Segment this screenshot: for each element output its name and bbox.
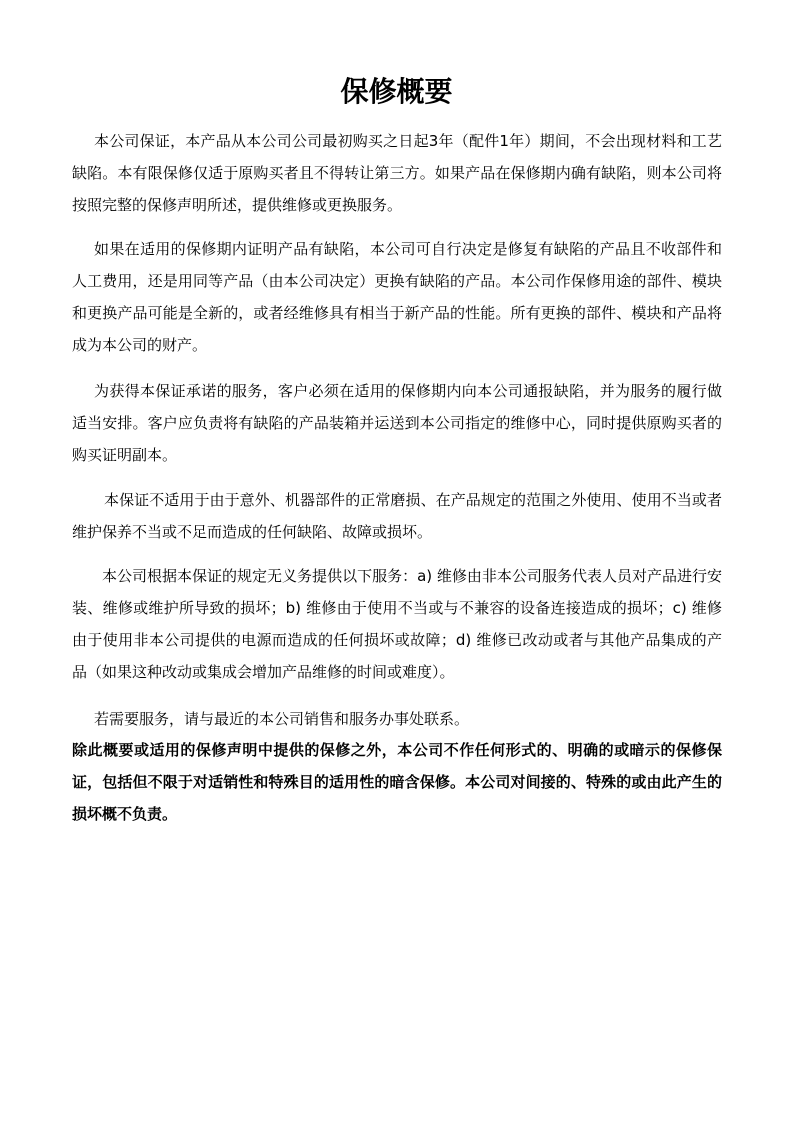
paragraph-contact: 若需要服务，请与最近的本公司销售和服务办事处联系。 <box>94 710 470 728</box>
paragraph-exclusions: 本保证不适用于由于意外、机器部件的正常磨损、在产品规定的范围之外使用、使用不当或者维护保养不当或不足而造成的任何缺陷、故障或损坏。 <box>72 491 722 541</box>
paragraph-warranty-period: 本公司保证，本产品从本公司公司最初购买之日起3年（配件1年）期间，不会出现材料和工艺缺陷。本有限保修仅适于原购买者且不得转让第三方。如果产品在保修期内确有缺陷，则本公司将按照完整的保修声明所述，提供维修或更换服务。 <box>72 132 722 214</box>
paragraph-no-obligation: 本公司根据本保证的规定无义务提供以下服务：a) 维修由非本公司服务代表人员对产品进行安装、维修或维护所导致的损坏；b) 维修由于使用不当或与不兼容的设备连接造成的损坏；c) 维修由于使用非本公司提供的电源而造成的任何损坏或故障；d) 维修已改动或者与其他产品集成的产品（如果这种改动或集成会增加产品维修的时间或难度）。 <box>72 567 722 681</box>
paragraph-repair-replace: 如果在适用的保修期内证明产品有缺陷，本公司可自行决定是修复有缺陷的产品且不收部件和人工费用，还是用同等产品（由本公司决定）更换有缺陷的产品。本公司作保修用途的部件、模块和更换产品可能是全新的，或者经维修具有相当于新产品的性能。所有更换的部件、模块和产品将成为本公司的财产。 <box>72 240 722 354</box>
paragraph-disclaimer: 除此概要或适用的保修声明中提供的保修之外，本公司不作任何形式的、明确的或暗示的保修保证，包括但不限于对适销性和特殊目的适用性的暗含保修。本公司对间接的、特殊的或由此产生的损坏概不负责。 <box>72 741 722 823</box>
page-title: 保修概要 <box>340 75 453 108</box>
paragraph-service-procedure: 为获得本保证承诺的服务，客户必须在适用的保修期内向本公司通报缺陷，并为服务的履行做适当安排。客户应负责将有缺陷的产品装箱并运送到本公司指定的维修中心，同时提供原购买者的购买证明副本。 <box>72 382 722 464</box>
